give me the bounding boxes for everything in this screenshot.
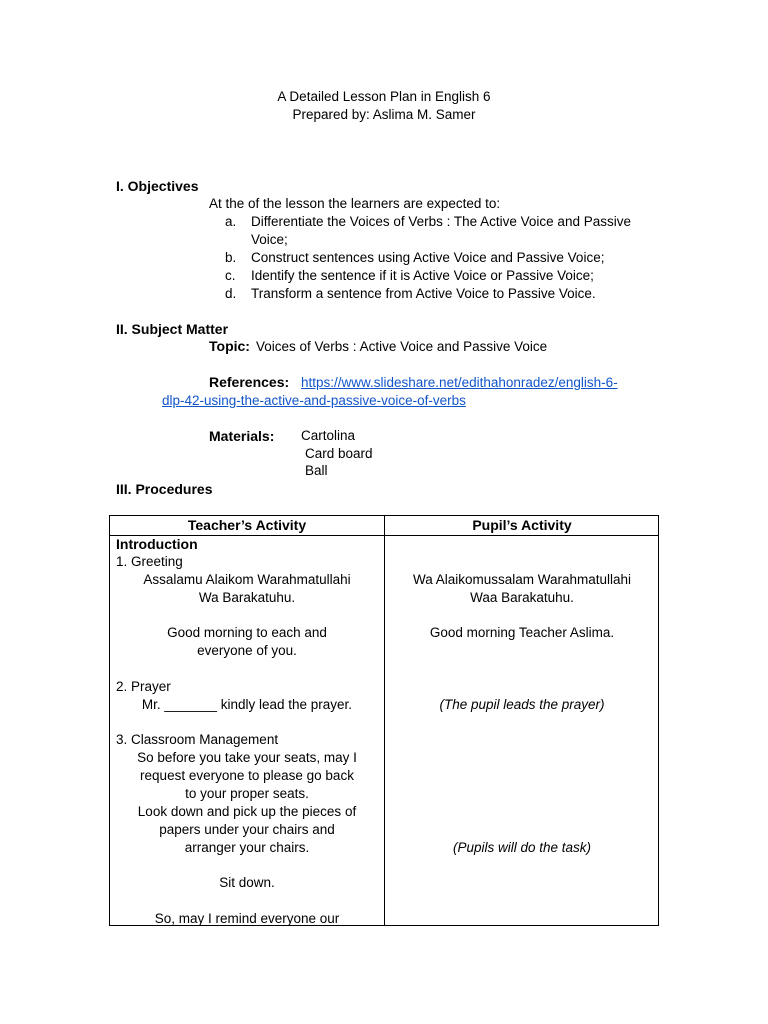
morning-teacher-line2: everyone of you. (197, 643, 297, 658)
material-item: Card board (305, 446, 373, 461)
document-title: A Detailed Lesson Plan in English 6 (277, 89, 491, 104)
prayer-teacher: Mr. _______ kindly lead the prayer. (141, 697, 353, 712)
cm-teacher-line5: papers under your chairs and (159, 822, 335, 837)
objective-letter-c: c. (225, 268, 236, 283)
objective-a-line1: Differentiate the Voices of Verbs : The Active Voice and Passive (251, 214, 631, 229)
material-item: Ball (305, 463, 328, 478)
references-link-line1[interactable]: https://www.slideshare.net/edithahonradez/english-6- (301, 375, 618, 390)
morning-pupil: Good morning Teacher Aslima. (429, 625, 615, 640)
pupil-activity-header: Pupil’s Activity (472, 517, 572, 533)
objective-d: Transform a sentence from Active Voice to Passive Voice. (251, 286, 596, 301)
greeting-pupil-line1: Wa Alaikomussalam Warahmatullahi (412, 572, 632, 587)
procedures-table (109, 515, 659, 926)
sit-down-teacher: Sit down. (219, 875, 275, 890)
greeting-label: 1. Greeting (116, 554, 183, 569)
classroom-management-label: 3. Classroom Management (116, 732, 279, 747)
cm-teacher-line1: So before you take your seats, may I (137, 750, 357, 765)
objective-b: Construct sentences using Active Voice and Passive Voice; (251, 250, 605, 265)
references-label: References: (209, 374, 290, 390)
prepared-by: Prepared by: Aslima M. Samer (292, 107, 476, 122)
greeting-teacher-line2: Wa Barakatuhu. (198, 590, 296, 605)
objectives-heading: I. Objectives (116, 178, 199, 194)
objective-c: Identify the sentence if it is Active Voice or Passive Voice; (251, 268, 594, 283)
objective-letter-b: b. (225, 250, 237, 265)
materials-label: Materials: (209, 428, 275, 444)
objectives-intro: At the of the lesson the learners are expected to: (209, 196, 501, 211)
cm-teacher-line6: arranger your chairs. (184, 840, 310, 855)
greeting-pupil-line2: Waa Barakatuhu. (470, 590, 574, 605)
morning-teacher-line1: Good morning to each and (167, 625, 327, 640)
prayer-pupil: (The pupil leads the prayer) (439, 697, 605, 712)
greeting-teacher-line1: Assalamu Alaikom Warahmatullahi (143, 572, 351, 587)
references-link-line2[interactable]: dlp-42-using-the-active-and-passive-voice-of-verbs (162, 393, 466, 408)
topic-value: Voices of Verbs : Active Voice and Passive Voice (256, 339, 548, 354)
introduction-label: Introduction (116, 536, 198, 552)
material-item: Cartolina (301, 428, 356, 443)
teacher-activity-header: Teacher’s Activity (187, 517, 307, 533)
cm-teacher-line2: request everyone to please go back (140, 768, 354, 783)
remind-teacher: So, may I remind everyone our (154, 911, 340, 926)
objective-letter-a: a. (225, 214, 237, 229)
objective-a-line2: Voice; (251, 232, 288, 247)
cm-pupil: (Pupils will do the task) (452, 840, 592, 855)
objective-letter-d: d. (225, 286, 237, 301)
subject-matter-heading: II. Subject Matter (116, 321, 229, 337)
topic-label: Topic: (209, 338, 250, 354)
cm-teacher-line3: to your proper seats. (185, 786, 309, 801)
prayer-label: 2. Prayer (116, 679, 171, 694)
procedures-heading: III. Procedures (116, 481, 213, 497)
cm-teacher-line4: Look down and pick up the pieces of (137, 804, 357, 819)
